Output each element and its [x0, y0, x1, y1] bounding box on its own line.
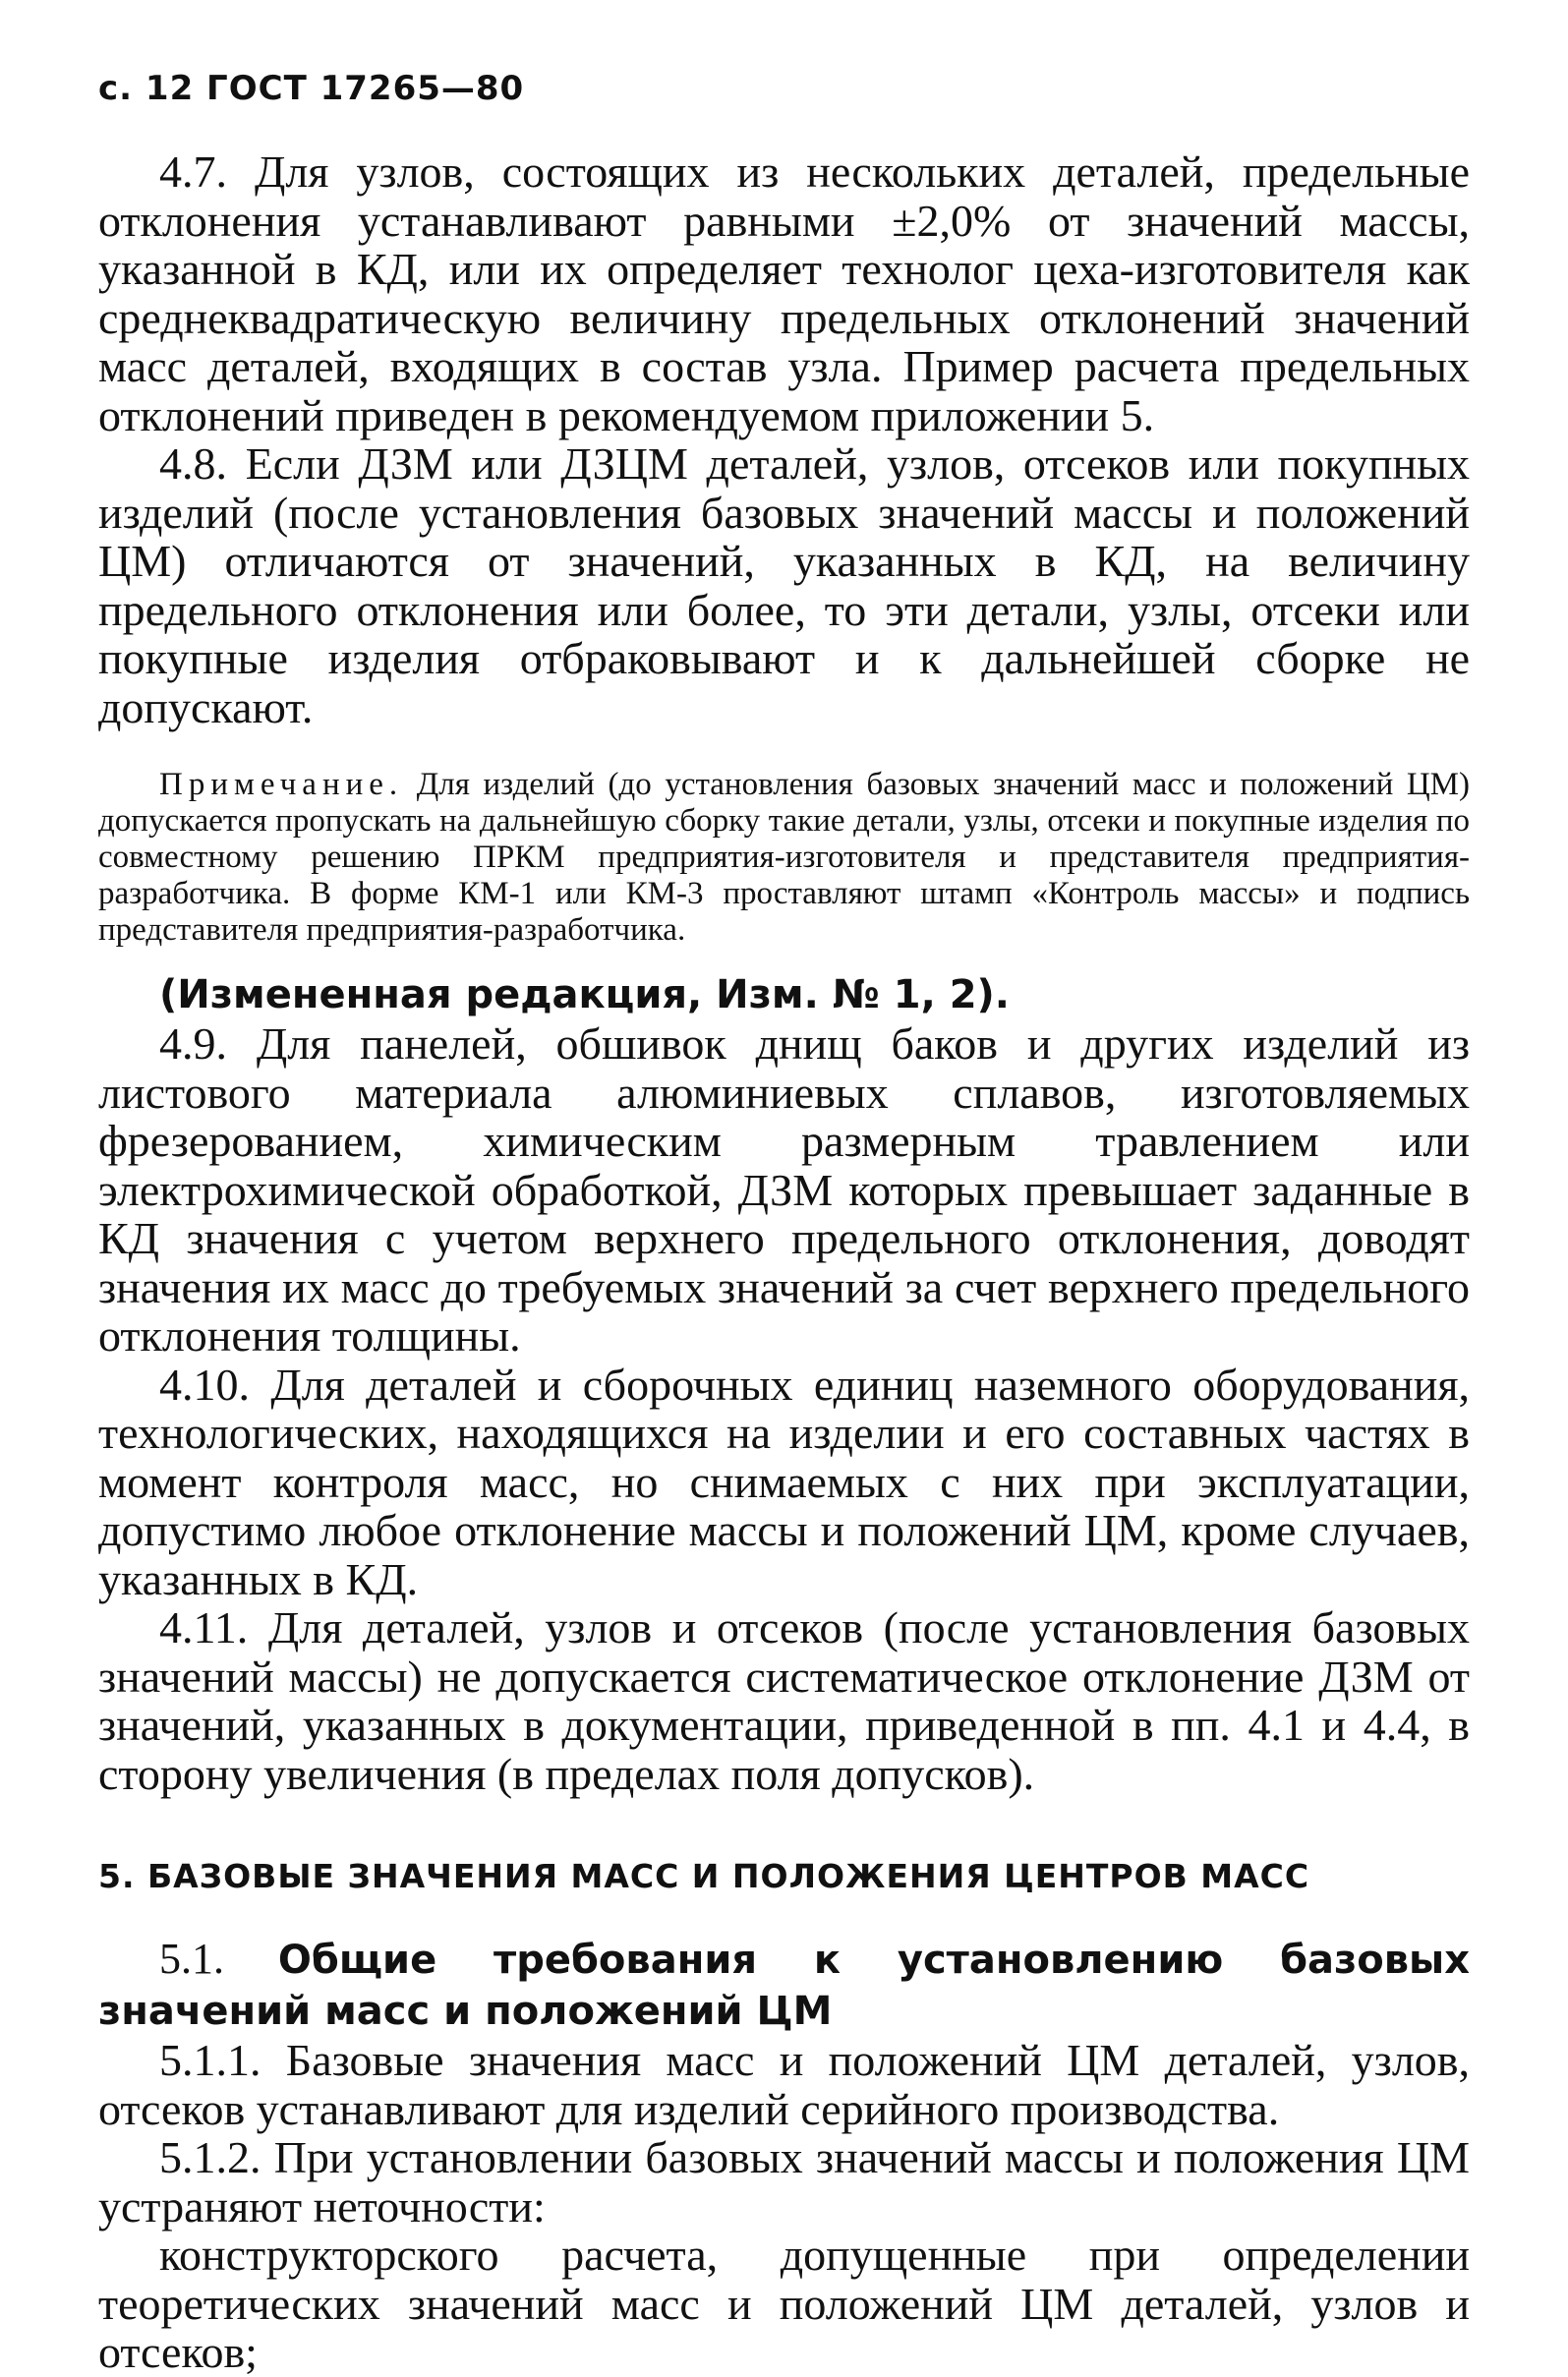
subsection-5-1-title: Общие требования к установлению базовых значений масс и положений ЦМ: [98, 1938, 1470, 2034]
paragraph-4-7: 4.7. Для узлов, состоящих из нескольких деталей, предельные отклонения устанавливают равными ±2,0% от значений массы, указанной в КД, или их определяет технолог цеха-изготовителя как среднеквадратическую величину предельных отклонений значений масс деталей, входящих в состав узла. Пример расчета предельных отклонений приведен в рекомендуемом приложении 5.: [98, 146, 1470, 440]
paragraph-5-1-2: 5.1.2. При установлении базовых значений массы и положения ЦМ устраняют неточности:: [98, 2132, 1470, 2232]
subsection-5-1: [98, 1935, 1470, 2036]
note-block: [98, 767, 1470, 949]
section-5-title: 5. БАЗОВЫЕ ЗНАЧЕНИЯ МАСС И ПОЛОЖЕНИЯ ЦЕНТРОВ МАСС: [98, 1857, 1310, 1895]
paragraph-5-1-1: 5.1.1. Базовые значения масс и положений ЦМ деталей, узлов, отсеков устанавливают для изделий серийного производства.: [98, 2035, 1470, 2134]
document-page: [98, 69, 1470, 2377]
paragraph-4-9: 4.9. Для панелей, обшивок днищ баков и других изделий из листового материала алюминиевых сплавов, изготовляемых фрезерованием, химическим размерным травлением или электрохимической обработкой, ДЗМ которых превышает заданные в КД значения с учетом верхнего предельного отклонения, доводят значения их масс до требуемых значений за счет верхнего предельного отклонения толщины.: [98, 1018, 1470, 1361]
paragraph-4-8: 4.8. Если ДЗМ или ДЗЦМ деталей, узлов, отсеков или покупных изделий (после установления базовых значений массы и положений ЦМ) отличаются от значений, указанных в КД, на величину предельного отклонения или более, то эти детали, узлы, отсеки или покупные изделия отбраковывают и к дальнейшей сборке не допускают.: [98, 438, 1470, 732]
paragraph-4-10: 4.10. Для деталей и сборочных единиц наземного оборудования, технологических, находящихся на изделии и его составных частях в момент контроля масс, но снимаемых с них при эксплуатации, допустимо любое отклонение массы и положений ЦМ, кроме случаев, указанных в КД.: [98, 1359, 1470, 1604]
note-text: Для изделий (до установления базовых значений масс и положений ЦМ) допускается пропускать на дальнейшую сборку такие детали, узлы, отсеки и покупные изделия по совместному решению ПРКМ предприятия-изготовителя и представителя предприятия-разработчика. В форме КМ-1 или КМ-3 проставляют штамп «Контроль массы» и подпись представителя предприятия-разработчика.: [98, 767, 1470, 948]
paragraph-design-calculation: конструкторского расчета, допущенные при определении теоретических значений масс и положений ЦМ деталей, узлов и отсеков;: [98, 2230, 1470, 2377]
subsection-5-1-number: 5.1.: [159, 1935, 278, 1983]
paragraph-4-11: 4.11. Для деталей, узлов и отсеков (после установления базовых значений массы) не допускается систематическое отклонение ДЗМ от значений, указанных в документации, приведенной в пп. 4.1 и 4.4, в сторону увеличения (в пределах поля допусков).: [98, 1602, 1470, 1799]
page-header: с. 12 ГОСТ 17265—80: [98, 69, 525, 108]
amendment-line: (Измененная редакция, Изм. № 1, 2).: [159, 972, 1010, 1017]
note-label: Примечание.: [159, 767, 404, 802]
